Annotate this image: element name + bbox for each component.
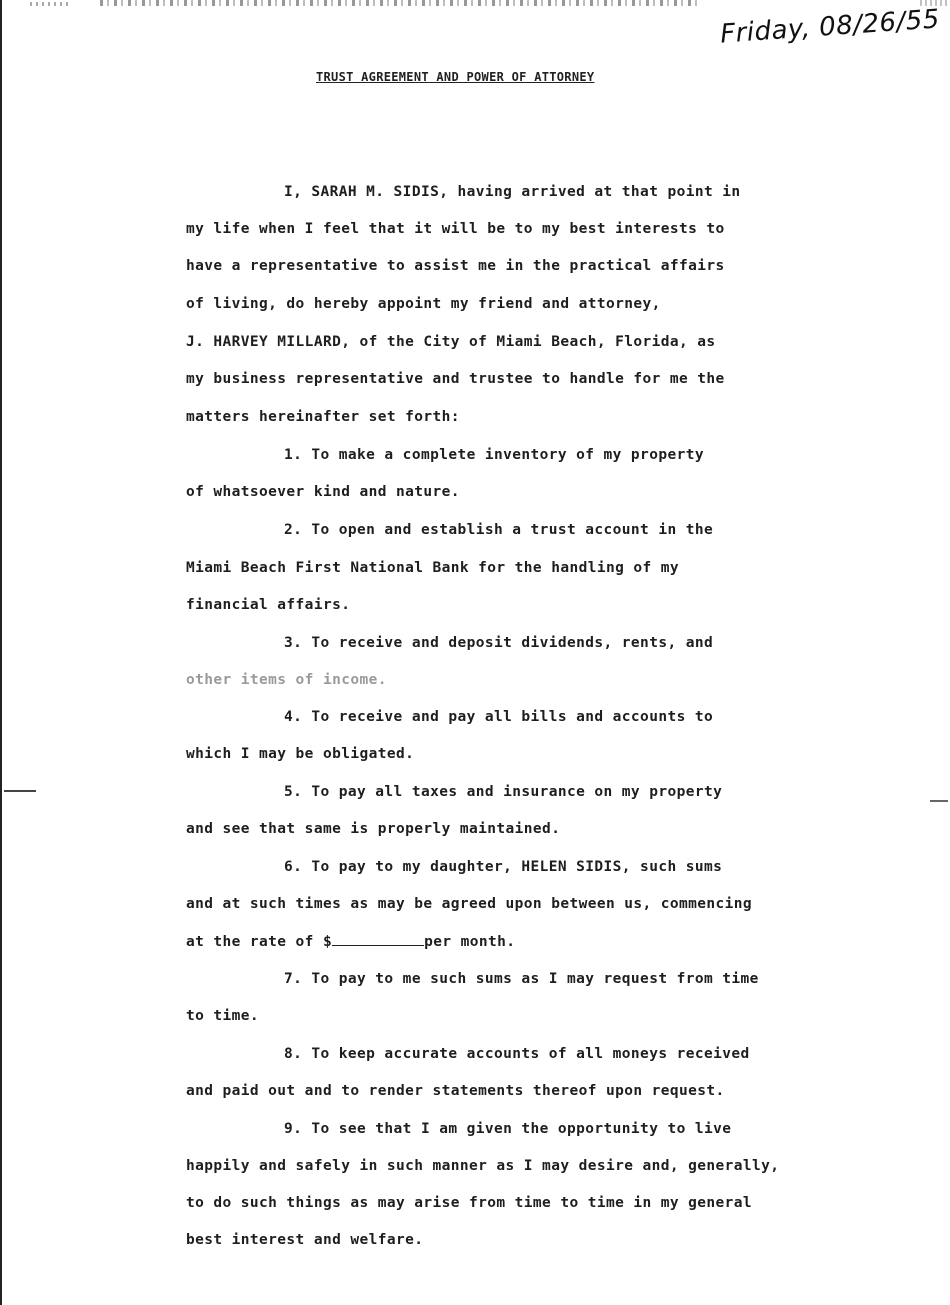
list-item-4-cont: which I may be obligated. [186,746,415,762]
list-item-6: 6. To pay to my daughter, HELEN SIDIS, such sums [284,859,723,875]
scan-noise-top [100,0,700,6]
document-title: TRUST AGREEMENT AND POWER OF ATTORNEY [316,70,595,84]
list-item-6-cont: and at such times as may be agreed upon between us, commencing [186,896,753,912]
rate-blank [332,933,424,946]
body-line: J. HARVEY MILLARD, of the City of Miami Beach, Florida, as [186,334,716,350]
list-item-5-cont: and see that same is properly maintained. [186,821,561,837]
list-item-6-rate [186,933,515,950]
list-item-3-cont: other items of income. [186,672,387,688]
body-line: have a representative to assist me in the practical affairs [186,258,725,274]
list-item-9-cont: best interest and welfare. [186,1232,424,1248]
list-item-8: 8. To keep accurate accounts of all moneys received [284,1046,750,1062]
list-item-3: 3. To receive and deposit dividends, rents, and [284,635,714,651]
list-item-4: 4. To receive and pay all bills and accounts to [284,709,714,725]
rate-suffix: per month. [424,934,516,950]
scan-mark-right [930,800,948,802]
list-item-1: 1. To make a complete inventory of my property [284,447,704,463]
list-item-8-cont: and paid out and to render statements thereof upon request. [186,1083,725,1099]
list-item-2-cont: financial affairs. [186,597,351,613]
list-item-7: 7. To pay to me such sums as I may request from time [284,971,759,987]
body-line: my life when I feel that it will be to my best interests to [186,221,725,237]
scan-mark-left [4,790,36,792]
list-item-2-cont: Miami Beach First National Bank for the handling of my [186,560,680,576]
scan-noise-top-left [30,2,70,6]
list-item-5: 5. To pay all taxes and insurance on my property [284,784,723,800]
list-item-9-cont: happily and safely in such manner as I may desire and, generally, [186,1158,780,1174]
list-item-7-cont: to time. [186,1008,260,1024]
rate-label: at the rate of $ [186,934,333,950]
body-line: I, SARAH M. SIDIS, having arrived at that point in [284,184,741,200]
list-item-2: 2. To open and establish a trust account in the [284,522,714,538]
list-item-9-cont: to do such things as may arise from time to time in my general [186,1195,753,1211]
list-item-9: 9. To see that I am given the opportunity to live [284,1121,732,1137]
list-item-1-cont: of whatsoever kind and nature. [186,484,460,500]
scan-left-edge [0,0,2,1305]
handwritten-date: Friday, 08/26/55 [719,4,941,50]
body-line: of living, do hereby appoint my friend and attorney, [186,296,661,312]
body-line: my business representative and trustee to handle for me the [186,371,725,387]
body-line: matters hereinafter set forth: [186,409,460,425]
